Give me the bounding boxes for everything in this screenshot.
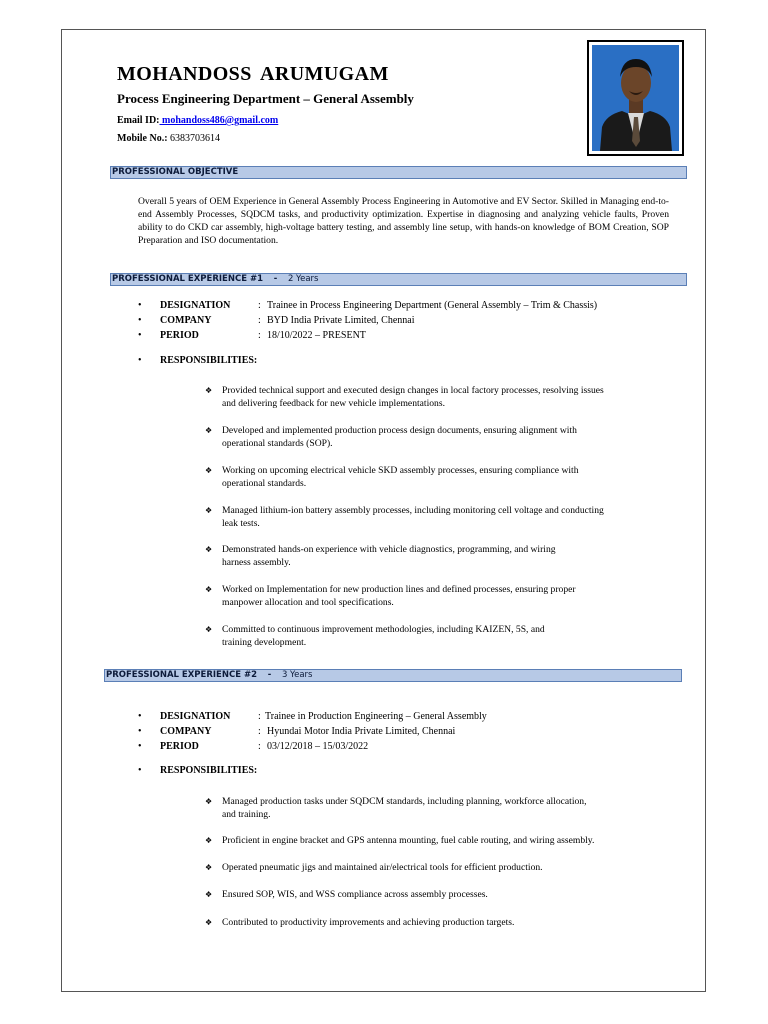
company-label: COMPANY: [160, 315, 212, 326]
experience2-title: PROFESSIONAL EXPERIENCE #2: [106, 670, 257, 680]
experience2-details: [138, 711, 658, 756]
mobile-label: Mobile No.:: [117, 133, 168, 144]
experience2-period-row: [138, 741, 658, 756]
period-label: PERIOD: [160, 741, 199, 752]
responsibility-text-line: Provided technical support and executed design changes in local factory processes, resolving issues: [222, 385, 604, 396]
responsibility-text-line: operational standards.: [222, 478, 307, 489]
colon: :: [258, 711, 261, 722]
experience2-designation: Trainee in Production Engineering – General Assembly: [265, 711, 487, 722]
bullet-icon: •: [138, 765, 142, 776]
bullet-icon: •: [138, 300, 142, 311]
responsibility-text-line: Managed lithium-ion battery assembly processes, including monitoring cell voltage and conducting: [222, 505, 604, 516]
responsibility-text-line: Operated pneumatic jigs and maintained air/electrical tools for efficient production.: [222, 862, 543, 873]
responsibility-text-line: Worked on Implementation for new production lines and defined processes, ensuring proper: [222, 584, 576, 595]
objective-section-header: [110, 166, 687, 179]
experience1-period-row: [138, 330, 658, 345]
department-title: Process Engineering Department – General Assembly: [117, 91, 414, 106]
colon: :: [258, 315, 261, 326]
candidate-name: MOHANDOSS ARUMUGAM: [117, 63, 389, 85]
experience1-company-row: [138, 315, 658, 330]
responsibility-text-line: Proficient in engine bracket and GPS antenna mounting, fuel cable routing, and wiring assembly.: [222, 835, 595, 846]
diamond-bullet-icon: ❖: [205, 863, 213, 872]
diamond-bullet-icon: ❖: [205, 426, 213, 435]
experience1-separator: -: [273, 274, 278, 284]
colon: :: [258, 300, 261, 311]
mobile-number: 6383703614: [170, 133, 221, 144]
responsibility-text-line: Working on upcoming electrical vehicle SKD assembly processes, ensuring compliance with: [222, 465, 579, 476]
company-label: COMPANY: [160, 726, 212, 737]
experience2-designation-row: [138, 711, 658, 726]
profile-photo: [587, 40, 684, 156]
responsibilities-label: RESPONSIBILITIES:: [160, 355, 258, 366]
bullet-icon: •: [138, 330, 142, 341]
responsibility-text-line: training development.: [222, 637, 307, 648]
responsibility-text-line: and training.: [222, 809, 271, 820]
experience1-designation-row: [138, 300, 658, 315]
period-label: PERIOD: [160, 330, 199, 341]
experience1-period: 18/10/2022 – PRESENT: [267, 330, 366, 341]
responsibilities-label: RESPONSIBILITIES:: [160, 765, 258, 776]
responsibility-text-line: harness assembly.: [222, 557, 291, 568]
diamond-bullet-icon: ❖: [205, 585, 213, 594]
bullet-icon: •: [138, 726, 142, 737]
objective-section-title: PROFESSIONAL OBJECTIVE: [112, 167, 239, 177]
diamond-bullet-icon: ❖: [205, 918, 213, 927]
responsibility-text-line: Committed to continuous improvement methodologies, including KAIZEN, 5S, and: [222, 624, 545, 635]
colon: :: [258, 741, 261, 752]
experience1-details: [138, 300, 658, 345]
email-line: [117, 115, 278, 126]
responsibility-text-line: Contributed to productivity improvements and achieving production targets.: [222, 917, 515, 928]
responsibility-text-line: Developed and implemented production process design documents, ensuring alignment with: [222, 425, 577, 436]
designation-label: DESIGNATION: [160, 711, 231, 722]
bullet-icon: •: [138, 711, 142, 722]
responsibility-text-line: operational standards (SOP).: [222, 438, 333, 449]
responsibility-text-line: Ensured SOP, WIS, and WSS compliance across assembly processes.: [222, 889, 488, 900]
designation-label: DESIGNATION: [160, 300, 231, 311]
diamond-bullet-icon: ❖: [205, 466, 213, 475]
diamond-bullet-icon: ❖: [205, 545, 213, 554]
bullet-icon: •: [138, 315, 142, 326]
person-silhouette-icon: [592, 45, 679, 151]
profile-photo-image: [592, 45, 679, 151]
experience2-company: Hyundai Motor India Private Limited, Chennai: [267, 726, 456, 737]
bullet-icon: •: [138, 355, 142, 366]
experience2-company-row: [138, 726, 658, 741]
diamond-bullet-icon: ❖: [205, 386, 213, 395]
experience1-duration: 2 Years: [287, 274, 319, 284]
responsibility-text-line: and delivering feedback for new vehicle implementations.: [222, 398, 445, 409]
email-link[interactable]: mohandoss486@gmail.com: [159, 115, 279, 126]
bullet-icon: •: [138, 741, 142, 752]
experience1-designation: Trainee in Process Engineering Department (General Assembly – Trim & Chassis): [267, 300, 598, 311]
diamond-bullet-icon: ❖: [205, 836, 213, 845]
responsibility-text-line: Demonstrated hands-on experience with vehicle diagnostics, programming, and wiring: [222, 544, 556, 555]
mobile-line: [117, 133, 220, 144]
diamond-bullet-icon: ❖: [205, 625, 213, 634]
experience2-section-header: [104, 669, 682, 682]
diamond-bullet-icon: ❖: [205, 797, 213, 806]
experience1-section-header: [110, 273, 687, 286]
experience2-duration: 3 Years: [281, 670, 313, 680]
objective-text: Overall 5 years of OEM Experience in General Assembly Process Engineering in Automotive and EV Sector. Skilled in Managing end-to-end Assembly Processes, SQDCM tasks, and productivity optimization. Expertise in diagnosing and analyzing vehicle faults, Proven ability to do CKD car assembly, high-voltage battery testing, and assembly line setup, with hands-on knowledge of BOM Creation, SOP Preparation and ISO documentation.: [138, 196, 669, 246]
experience1-title: PROFESSIONAL EXPERIENCE #1: [112, 274, 263, 284]
experience2-separator: -: [267, 670, 272, 680]
experience2-period: 03/12/2018 – 15/03/2022: [267, 741, 369, 752]
experience1-company: BYD India Private Limited, Chennai: [267, 315, 415, 326]
responsibility-text-line: manpower allocation and tool specifications.: [222, 597, 394, 608]
diamond-bullet-icon: ❖: [205, 506, 213, 515]
email-label: Email ID:: [117, 115, 160, 126]
responsibility-text-line: Managed production tasks under SQDCM standards, including planning, workforce allocation,: [222, 796, 587, 807]
colon: :: [258, 330, 261, 341]
responsibility-text-line: leak tests.: [222, 518, 260, 529]
diamond-bullet-icon: ❖: [205, 890, 213, 899]
colon: :: [258, 726, 261, 737]
